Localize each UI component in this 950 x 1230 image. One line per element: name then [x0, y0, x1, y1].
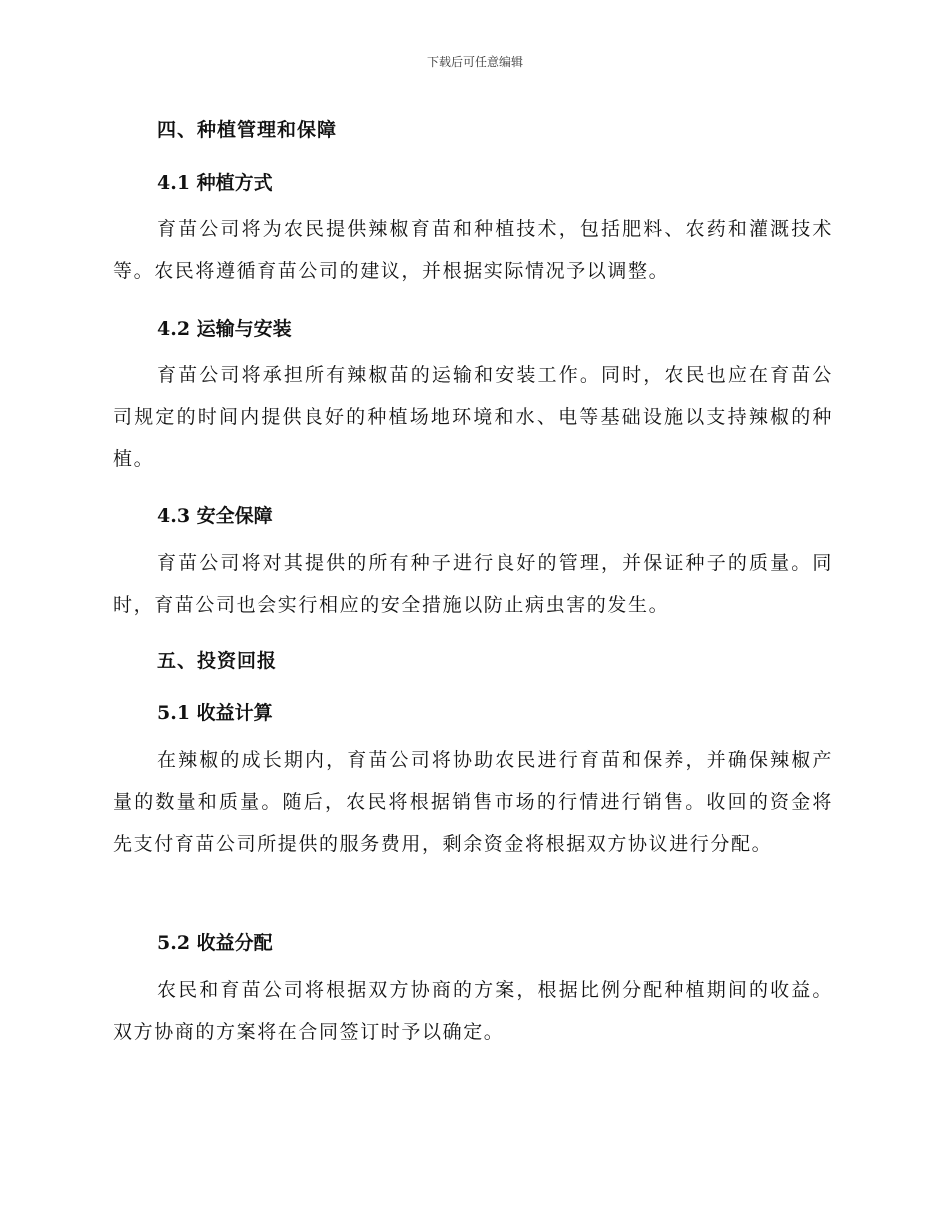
section-5-title: 五、投资回报 [157, 650, 278, 672]
section-5-2-title: 5.2 收益分配 [157, 932, 273, 954]
section-4-2-text: 育苗公司将承担所有辣椒苗的运输和安装工作。同时，农民也应在育苗公司规定的时间内提供良好的种植场地环境和水、电等基础设施以支持辣椒的种植。 [113, 364, 833, 470]
section-4-title: 四、种植管理和保障 [157, 119, 338, 141]
header-note: 下载后可任意编辑 [426, 55, 523, 69]
section-5-1-title: 5.1 收益计算 [157, 702, 273, 724]
section-5-2-text: 农民和育苗公司将根据双方协商的方案，根据比例分配种植期间的收益。双方协商的方案将在合同签订时予以确定。 [113, 979, 833, 1043]
section-4-1-text: 育苗公司将为农民提供辣椒育苗和种植技术，包括肥料、农药和灌溉技术等。农民将遵循育苗公司的建议，并根据实际情况予以调整。 [113, 218, 833, 282]
section-4-2-title: 4.2 运输与安装 [157, 318, 292, 340]
section-4-3-title: 4.3 安全保障 [157, 505, 273, 527]
section-5-1-text: 在辣椒的成长期内，育苗公司将协助农民进行育苗和保养，并确保辣椒产量的数量和质量。随后，农民将根据销售市场的行情进行销售。收回的资金将先支付育苗公司所提供的服务费用，剩余资金将根据双方协议进行分配。 [113, 749, 833, 855]
section-4-1-title: 4.1 种植方式 [157, 172, 273, 194]
section-4-3-text: 育苗公司将对其提供的所有种子进行良好的管理，并保证种子的质量。同时，育苗公司也会实行相应的安全措施以防止病虫害的发生。 [113, 552, 833, 616]
